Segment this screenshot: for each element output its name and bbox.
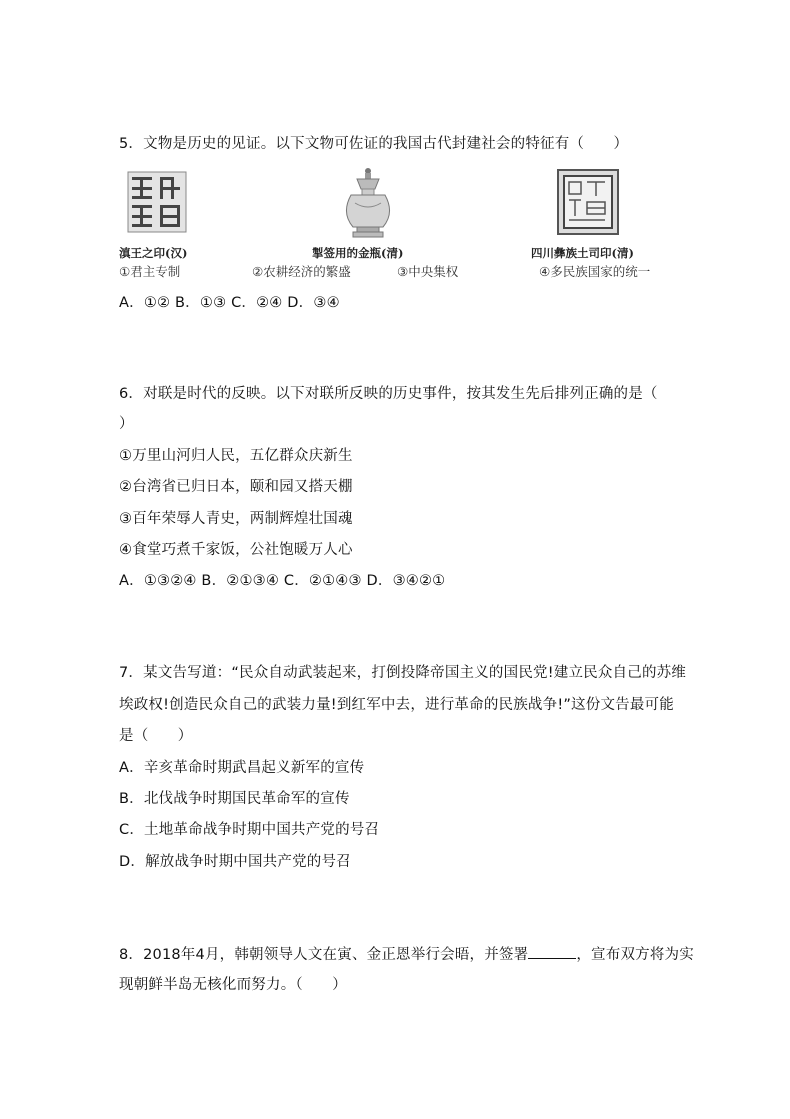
- q7-option-a: A．辛亥革命时期武昌起义新军的宣传: [119, 760, 365, 776]
- q7-option-d: D．解放战争时期中国共产党的号召: [119, 854, 351, 870]
- caption-dian-seal: 滇王之印(汉): [119, 246, 188, 260]
- q6-options: A．①③②④ B．②①③④ C．②①④③ D．③④②①: [119, 573, 446, 589]
- q7-option-b: B．北伐战争时期国民革命军的宣传: [119, 791, 350, 807]
- q5-options: A．①② B．①③ C．②④ D．③④: [119, 295, 340, 311]
- caption-golden-urn: 掣签用的金瓶(清): [312, 246, 404, 260]
- q5-artifact-image: [119, 167, 671, 282]
- dian-king-seal-icon: [127, 171, 187, 233]
- q6-item-2: ②台湾省已归日本，颐和园又搭天棚: [119, 479, 353, 495]
- q7-stem-line2: 埃政权!创造民众自己的武装力量!到红军中去，进行革命的民族战争!”这份文告最可能: [119, 697, 674, 713]
- yi-chieftain-seal-icon: [557, 169, 619, 235]
- q6-item-4: ④食堂巧煮千家饭，公社饱暖万人心: [119, 542, 353, 558]
- golden-urn-icon: [339, 167, 397, 239]
- feature-1: ①君主专制: [119, 264, 181, 279]
- q6-item-1: ①万里山河归人民，五亿群众庆新生: [119, 448, 353, 464]
- feature-3: ③中央集权: [397, 264, 459, 279]
- q6-item-3: ③百年荣辱人青史，两制辉煌壮国魂: [119, 511, 353, 527]
- q8-stem-part1: 8．2018年4月，韩朝领导人文在寅、金正恩举行会晤，并签署: [119, 947, 529, 963]
- q7-stem-line1: 7．某文告写道：“民众自动武装起来，打倒投降帝国主义的国民党!建立民众自己的苏维: [119, 665, 687, 681]
- q8-stem-part2: ，宣布双方将为实: [576, 947, 694, 963]
- q6-stem-line2: ）: [119, 416, 134, 432]
- q5-stem: 5．文物是历史的见证。以下文物可佐证的我国古代封建社会的特征有（ ）: [119, 136, 629, 152]
- q6-stem-line1: 6．对联是时代的反映。以下对联所反映的历史事件，按其发生先后排列正确的是（: [119, 386, 658, 402]
- q8-stem-line2: 现朝鲜半岛无核化而努力。（ ）: [119, 977, 347, 993]
- q7-stem-line3: 是（ ）: [119, 728, 193, 744]
- q7-option-c: C．土地革命战争时期中国共产党的号召: [119, 822, 380, 838]
- caption-yi-seal: 四川彝族土司印(清): [531, 246, 634, 260]
- q8-stem-line1: [119, 944, 694, 965]
- feature-4: ④多民族国家的统一: [539, 264, 651, 279]
- q8-fill-blank: [528, 944, 576, 959]
- feature-2: ②农耕经济的繁盛: [252, 264, 351, 279]
